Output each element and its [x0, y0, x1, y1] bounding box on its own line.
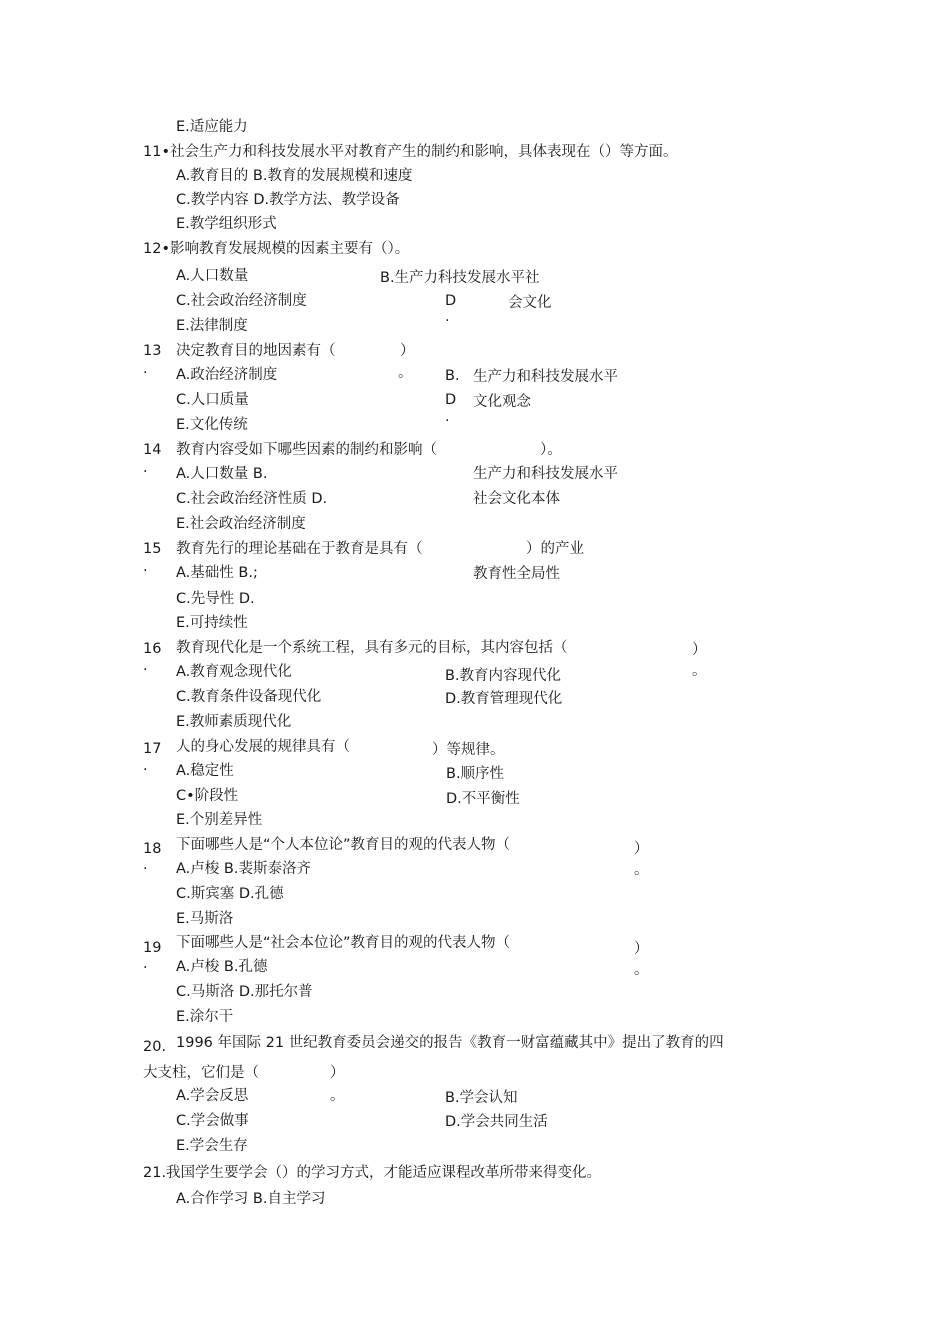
text-line: C.斯宾塞 D.孔德: [176, 886, 284, 902]
text-line: 人的身心发展的规律具有（: [176, 739, 350, 755]
text-line: A.人口数量: [176, 268, 249, 284]
text-line: ）: [330, 1065, 345, 1081]
text-line: C.社会政治经济性质 D.: [176, 491, 328, 507]
text-line: A.教育观念现代化: [176, 664, 292, 680]
text-line: 下面哪些人是“个人本位论”教育目的观的代表人物（: [176, 837, 511, 853]
text-line: 大支柱，它们是（: [143, 1065, 259, 1081]
text-line: 19: [143, 940, 162, 956]
text-line: ·: [143, 464, 148, 480]
text-line: 文化观念: [473, 394, 531, 410]
text-line: ·: [143, 365, 148, 381]
text-line: B.: [445, 368, 460, 384]
text-line: 。: [692, 663, 707, 679]
text-line: 。: [634, 862, 649, 878]
text-line: D: [445, 293, 457, 309]
text-line: ）: [400, 343, 415, 359]
text-line: B.教育内容现代化: [445, 668, 562, 684]
text-line: 。: [398, 365, 413, 381]
text-line: E.社会政治经济制度: [176, 516, 306, 532]
text-line: C.教学内容 D.教学方法、教学设备: [176, 192, 400, 208]
text-line: 决定教育目的地因素有（: [176, 343, 336, 359]
text-line: 18: [143, 841, 162, 857]
text-line: 教育性全局性: [473, 566, 560, 582]
text-line: 17: [143, 741, 162, 757]
text-line: 教育内容受如下哪些因素的制约和影响（: [176, 442, 437, 458]
text-line: 13: [143, 343, 162, 359]
text-line: 。: [634, 962, 649, 978]
text-line: 教育现代化是一个系统工程，具有多元的目标，其内容包括（: [176, 640, 568, 656]
text-line: E.法律制度: [176, 318, 248, 334]
text-line: 21.我国学生要学会（）的学习方式，才能适应课程改革所带来得变化。: [143, 1165, 602, 1181]
text-line: 教育先行的理论基础在于教育是具有（: [176, 541, 423, 557]
text-line: A.卢梭 B.孔德: [176, 959, 268, 975]
text-line: E.教学组织形式: [176, 216, 277, 232]
text-line: E.可持续性: [176, 615, 248, 631]
text-line: E.学会生存: [176, 1138, 248, 1154]
text-line: A.学会反思: [176, 1088, 249, 1104]
text-line: 15: [143, 541, 162, 557]
text-line: ·: [143, 662, 148, 678]
text-line: 社会文化本体: [473, 491, 560, 507]
text-line: D.学会共同生活: [445, 1114, 548, 1130]
text-line: 生产力和科技发展水平: [473, 466, 618, 482]
text-line: 1996 年国际 21 世纪教育委员会递交的报告《教育一财富蕴藏其中》提出了教育的四: [176, 1035, 724, 1051]
text-line: A.人口数量 B.: [176, 466, 268, 482]
text-line: C.社会政治经济制度: [176, 293, 307, 309]
text-line: E.文化传统: [176, 417, 248, 433]
text-line: E.教师素质现代化: [176, 714, 292, 730]
text-line: 12•影响教育发展规模的因素主要有（）。: [143, 241, 410, 257]
text-line: A.教育目的 B.教育的发展规模和速度: [176, 168, 413, 184]
text-line: 下面哪些人是“社会本位论”教育目的观的代表人物（: [176, 935, 511, 951]
text-line: C.马斯洛 D.那托尔普: [176, 984, 313, 1000]
text-line: ）: [634, 941, 649, 957]
text-line: D.教育管理现代化: [445, 691, 563, 707]
text-line: 会文化: [508, 295, 552, 311]
text-line: 。: [330, 1088, 345, 1104]
text-line: E.适应能力: [176, 119, 248, 135]
text-line: A.合作学习 B.自主学习: [176, 1191, 326, 1207]
text-line: D.不平衡性: [446, 791, 520, 807]
text-line: 生产力和科技发展水平: [473, 369, 618, 385]
text-line: 14: [143, 442, 162, 458]
text-line: A.政治经济制度: [176, 367, 278, 383]
text-line: ·: [143, 861, 148, 877]
text-line: ）。: [540, 442, 562, 458]
text-line: B.顺序性: [446, 766, 505, 782]
text-line: E.个别差异性: [176, 812, 263, 828]
text-line: 11•社会生产力和科技发展水平对教育产生的制约和影响，具体表现在（）等方面。: [143, 144, 678, 160]
text-line: ）等规律。: [432, 742, 505, 758]
text-line: B.生产力科技发展水平社: [380, 270, 540, 286]
text-line: D: [445, 392, 457, 408]
text-line: C.人口质量: [176, 392, 249, 408]
text-line: ）: [692, 642, 707, 658]
text-line: ·: [143, 960, 148, 976]
text-line: 16: [143, 641, 162, 657]
text-line: ）的产业: [526, 541, 584, 557]
text-line: A.卢梭 B.裴斯泰洛齐: [176, 861, 311, 877]
text-line: ·: [445, 413, 450, 429]
text-line: C•阶段性: [176, 788, 239, 804]
text-line: ·: [445, 313, 450, 329]
text-line: C.先导性 D.: [176, 591, 255, 607]
text-line: E.马斯洛: [176, 911, 234, 927]
text-line: A.稳定性: [176, 763, 234, 779]
text-line: ·: [143, 563, 148, 579]
text-line: B.学会认知: [445, 1090, 518, 1106]
text-line: A.基础性 B.;: [176, 565, 258, 581]
text-line: C.教育条件设备现代化: [176, 689, 322, 705]
text-line: C.学会做事: [176, 1113, 249, 1129]
text-line: ·: [143, 762, 148, 778]
text-line: ）: [634, 841, 649, 857]
text-line: 20.: [143, 1039, 167, 1055]
text-line: E.涂尔干: [176, 1009, 234, 1025]
